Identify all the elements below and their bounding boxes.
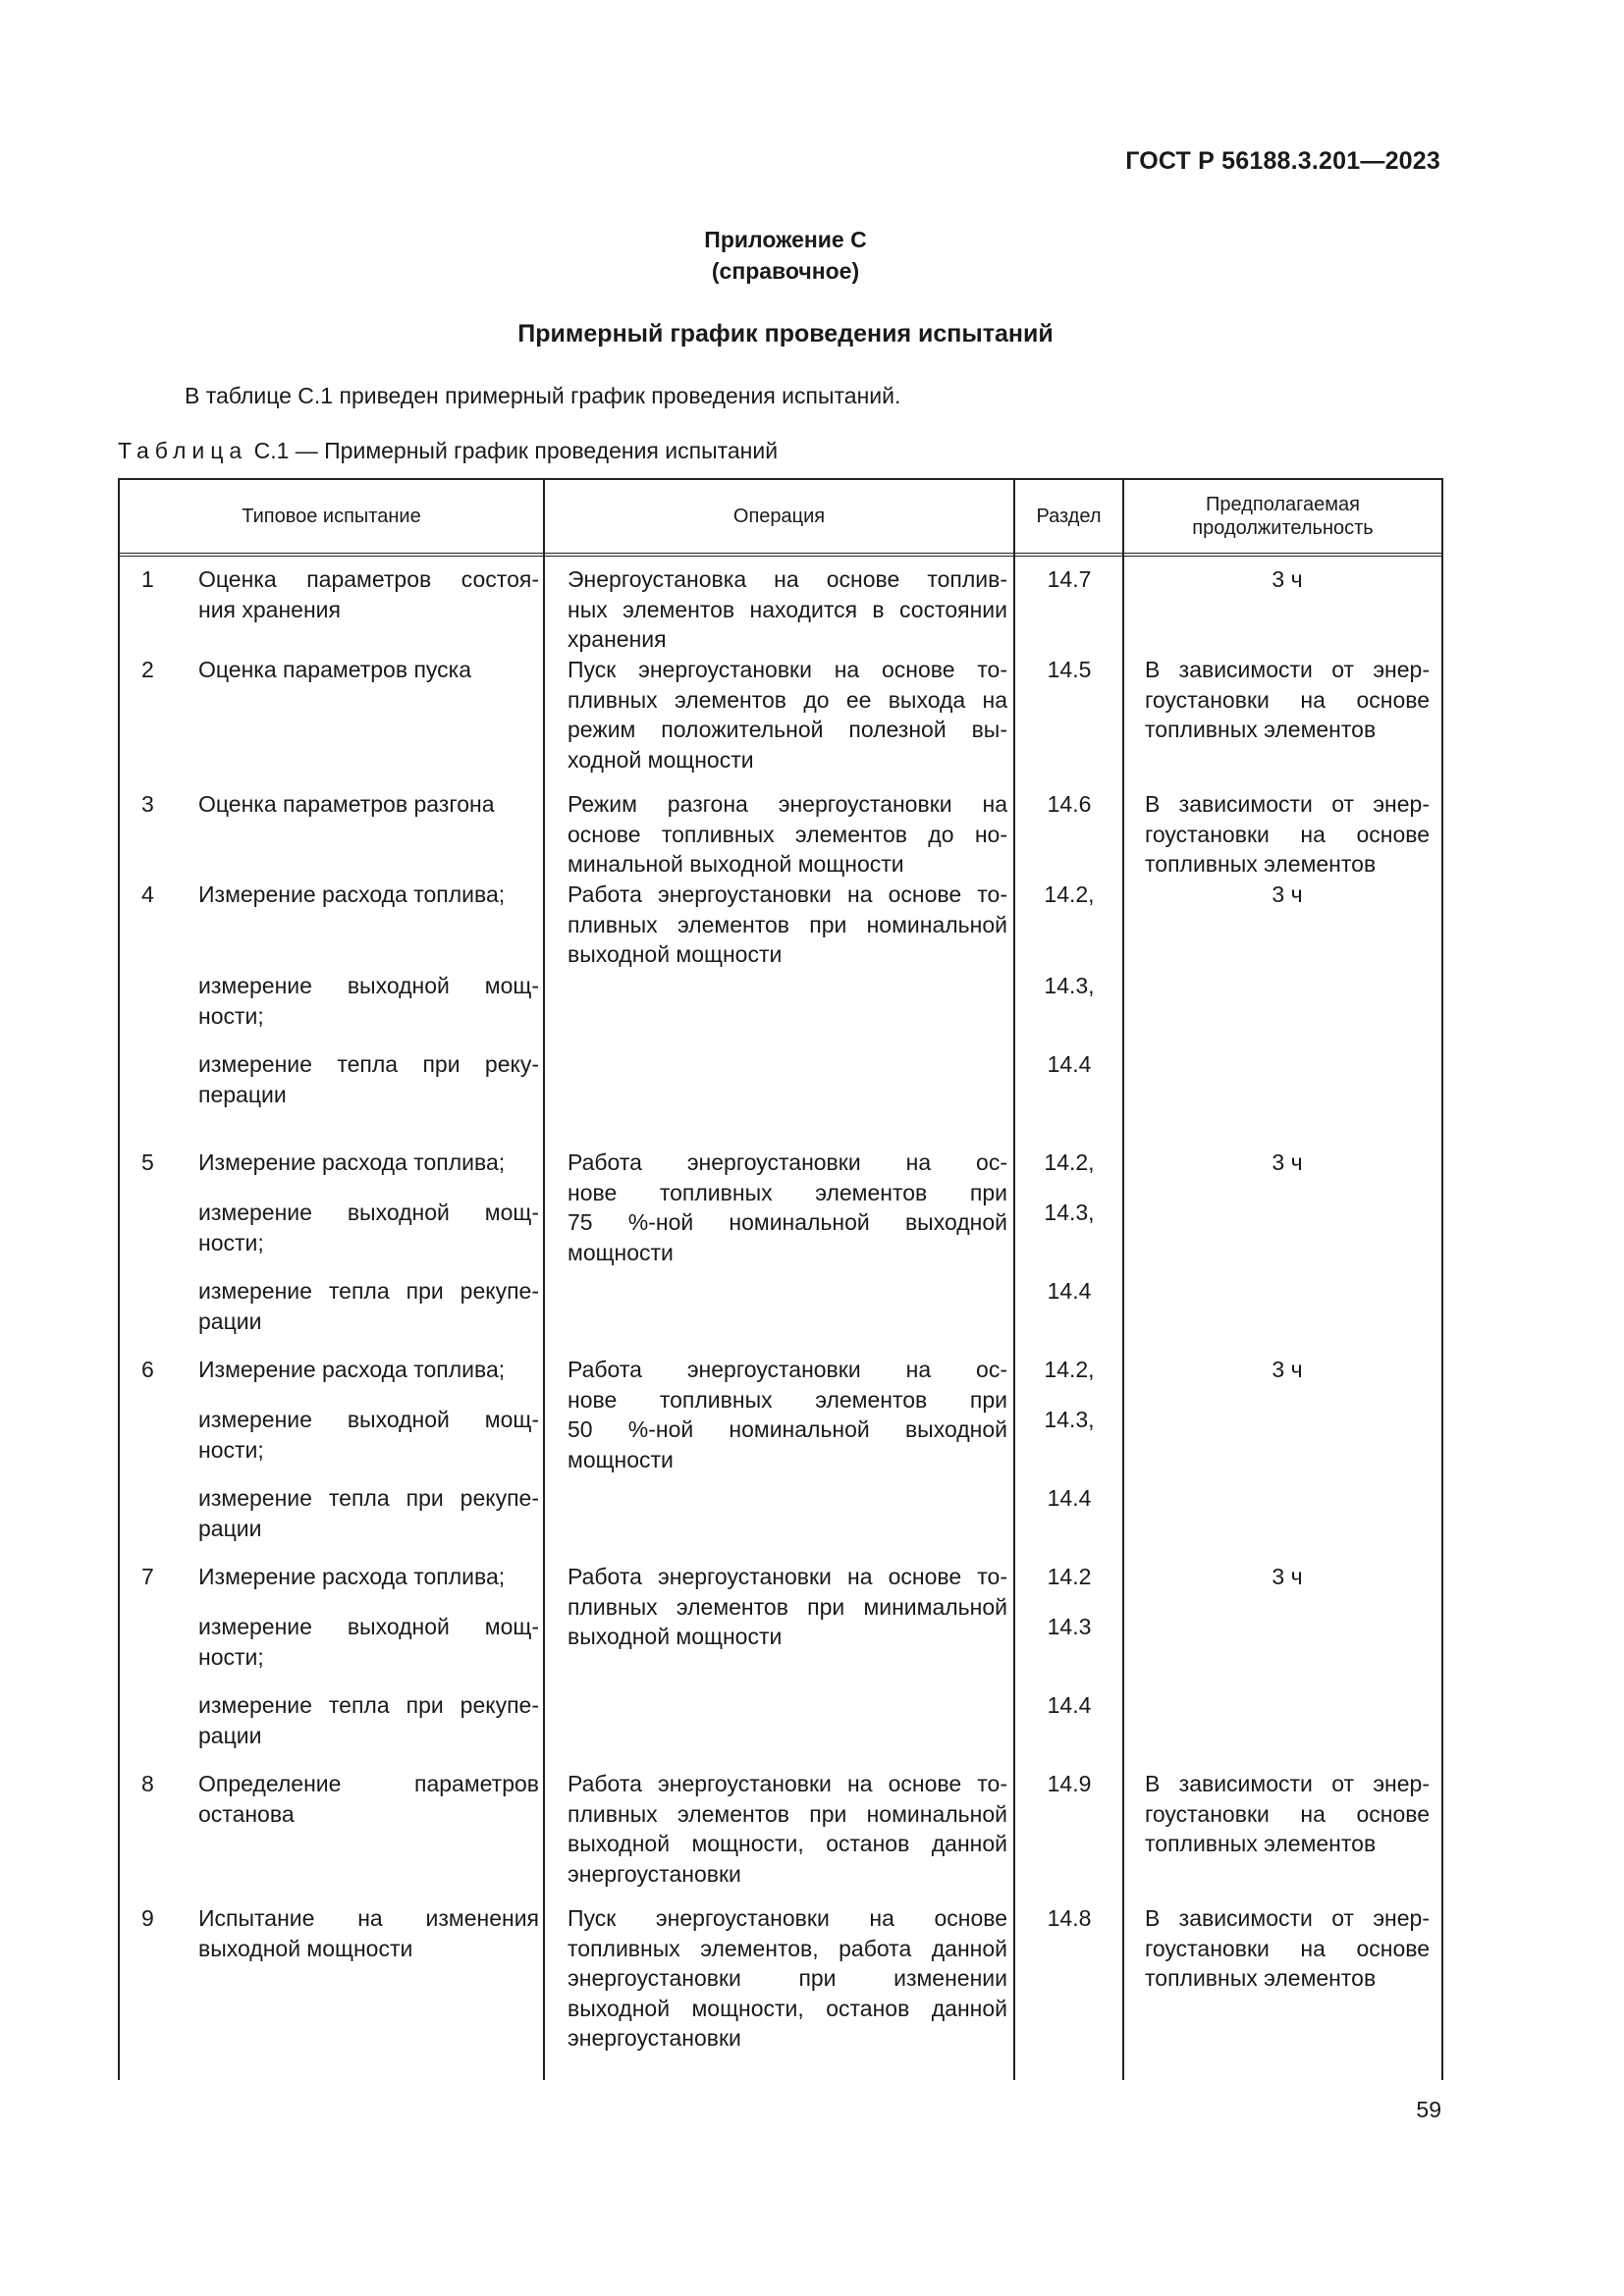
section-title: Примерный график проведения испытаний — [517, 320, 1054, 347]
text-line: гоустановки на основе — [1145, 1935, 1430, 1961]
text-line: измерение выходной мощ- — [198, 1407, 539, 1432]
text-line: выходной мощности — [568, 1624, 783, 1649]
duration-cell — [1145, 655, 1430, 745]
text-line: Работа энергоустановки на основе то- — [568, 1564, 1007, 1589]
text-line: топливных элементов — [1145, 851, 1377, 877]
annex-status: (справочное) — [711, 258, 860, 284]
text-line: измерение выходной мощ- — [198, 1200, 539, 1225]
text-line: 75 %-ной номинальной выходной — [568, 1209, 1007, 1235]
section-cell: 14.9 — [1047, 1771, 1092, 1796]
text-line: топливных элементов, работа данной — [568, 1935, 1007, 1961]
test-cell — [198, 789, 539, 820]
test-cell — [198, 1562, 539, 1592]
header-duration — [1124, 480, 1441, 553]
text-line: рации — [198, 1308, 262, 1334]
text-line: гоустановки на основе — [1145, 821, 1430, 847]
text-line: Измерение расхода топлива; — [198, 1149, 506, 1175]
operation-cell — [568, 1355, 1007, 1474]
text-line: выходной мощности — [198, 1935, 413, 1961]
text-line: нове топливных элементов при — [568, 1386, 1007, 1413]
duration-cell: 3 ч — [1272, 881, 1303, 907]
row-number: 5 — [141, 1149, 154, 1175]
row-number: 3 — [141, 791, 154, 817]
row-number: 2 — [141, 657, 154, 682]
text-line: ходной мощности — [568, 746, 754, 773]
operation-cell — [568, 655, 1007, 774]
text-line: В зависимости от энер- — [1145, 791, 1430, 817]
text-line: пливных элементов при номинальной — [568, 1800, 1007, 1827]
row-number: 6 — [141, 1357, 154, 1382]
test-cell — [198, 1769, 539, 1829]
test-cell — [198, 1049, 539, 1109]
text-line: ния хранения — [198, 596, 341, 622]
test-cell — [198, 971, 539, 1031]
text-line: выходной мощности, останов данной — [568, 1831, 1007, 1856]
section-cell: 14.2, — [1044, 1357, 1095, 1382]
text-line: топливных элементов — [1145, 717, 1377, 742]
text-line: топливных элементов — [1145, 1965, 1377, 1991]
text-line: перации — [198, 1081, 287, 1107]
column-divider — [1122, 480, 1124, 2080]
section-cell: 14.3, — [1044, 1407, 1095, 1432]
operation-cell — [568, 1769, 1007, 1889]
text-line: хранения — [568, 626, 667, 652]
test-cell — [198, 1690, 539, 1750]
text-line: нове топливных элементов при — [568, 1179, 1007, 1205]
text-line: измерение тепла при рекупе- — [198, 1692, 539, 1718]
text-line: рации — [198, 1722, 262, 1748]
duration-cell: 3 ч — [1272, 1564, 1303, 1589]
duration-cell — [1145, 1903, 1430, 1994]
text-line: пливных элементов до ее выхода на — [568, 686, 1007, 713]
column-divider — [1013, 480, 1015, 2080]
text-line: Измерение расхода топлива; — [198, 881, 506, 907]
section-cell: 14.6 — [1047, 791, 1092, 817]
text-line: энергоустановки при изменении — [568, 1965, 1007, 1991]
document-code: ГОСТ Р 56188.3.201—2023 — [1125, 147, 1440, 175]
text-line: Пуск энергоустановки на основе то- — [568, 657, 1007, 682]
text-line: Режим разгона энергоустановки на — [568, 791, 1007, 817]
duration-cell: 3 ч — [1272, 1357, 1303, 1382]
header-duration-line: Предполагаемая — [1206, 494, 1360, 515]
text-line: ности; — [198, 1643, 264, 1670]
operation-cell — [568, 1562, 1007, 1652]
test-cell — [198, 1355, 539, 1385]
row-number: 4 — [141, 881, 154, 907]
text-line: выходной мощности — [568, 941, 783, 967]
text-line: Оценка параметров разгона — [198, 791, 495, 817]
text-line: гоустановки на основе — [1145, 686, 1430, 713]
row-number: 8 — [141, 1771, 154, 1796]
header-separator — [120, 553, 1441, 557]
text-line: ности; — [198, 1002, 264, 1029]
section-cell: 14.4 — [1047, 1485, 1092, 1511]
section-cell: 14.2, — [1044, 1149, 1095, 1175]
text-line: режим положительной полезной вы- — [568, 717, 1007, 742]
operation-cell — [568, 789, 1007, 880]
text-line: пливных элементов при номинальной — [568, 911, 1007, 937]
text-line: Определение параметров — [198, 1771, 539, 1796]
table-caption-label: Таблица — [118, 438, 248, 463]
text-line: останова — [198, 1800, 295, 1827]
text-line: В зависимости от энер- — [1145, 1771, 1430, 1796]
text-line: В зависимости от энер- — [1145, 1905, 1430, 1931]
duration-cell — [1145, 1769, 1430, 1859]
text-line: энергоустановки — [568, 1860, 741, 1887]
operation-cell — [568, 564, 1007, 655]
text-line: пливных элементов при минимальной — [568, 1593, 1007, 1620]
operation-cell — [568, 880, 1007, 970]
header-section: Раздел — [1036, 506, 1102, 527]
text-line: Работа энергоустановки на основе то- — [568, 1771, 1007, 1796]
test-cell — [198, 655, 539, 685]
text-line: измерение тепла при реку- — [198, 1051, 539, 1077]
text-line: мощности — [568, 1446, 674, 1472]
text-line: Работа энергоустановки на основе то- — [568, 881, 1007, 907]
section-cell: 14.7 — [1047, 566, 1092, 592]
text-line: В зависимости от энер- — [1145, 657, 1430, 682]
section-cell: 14.2 — [1047, 1564, 1092, 1589]
text-line: минальной выходной мощности — [568, 851, 904, 877]
duration-cell: 3 ч — [1272, 566, 1303, 592]
text-line: Работа энергоустановки на ос- — [568, 1357, 1007, 1382]
header-duration-line: продолжительность — [1192, 517, 1374, 539]
header-operation: Операция — [732, 506, 826, 527]
test-cell — [198, 1612, 539, 1672]
text-line: выходной мощности, останов данной — [568, 1995, 1007, 2021]
text-line: 50 %-ной номинальной выходной — [568, 1416, 1007, 1442]
text-line: измерение тепла при рекупе- — [198, 1278, 539, 1304]
test-cell — [198, 1405, 539, 1465]
column-divider — [543, 480, 545, 2080]
section-cell: 14.8 — [1047, 1905, 1092, 1931]
text-line: топливных элементов — [1145, 1831, 1377, 1856]
section-cell: 14.4 — [1047, 1278, 1092, 1304]
text-line: Пуск энергоустановки на основе — [568, 1905, 1007, 1931]
text-line: Оценка параметров состоя- — [198, 566, 539, 592]
test-cell — [198, 1276, 539, 1336]
annex-title: Приложение С — [704, 227, 867, 252]
test-cell — [198, 1148, 539, 1178]
table-caption — [118, 438, 778, 464]
test-cell — [198, 564, 539, 624]
section-cell: 14.3, — [1044, 973, 1095, 998]
text-line: Измерение расхода топлива; — [198, 1564, 506, 1589]
header-test: Типовое испытание — [242, 506, 421, 527]
page-number: 59 — [1416, 2097, 1441, 2122]
text-line: ности; — [198, 1229, 264, 1255]
operation-cell — [568, 1903, 1007, 2054]
duration-cell: 3 ч — [1272, 1149, 1303, 1175]
text-line: Работа энергоустановки на ос- — [568, 1149, 1007, 1175]
text-line: Измерение расхода топлива; — [198, 1357, 506, 1382]
section-cell: 14.3, — [1044, 1200, 1095, 1225]
row-number: 1 — [141, 566, 154, 592]
text-line: ности; — [198, 1436, 264, 1463]
duration-cell — [1145, 789, 1430, 880]
test-cell — [198, 1903, 539, 1963]
text-line: мощности — [568, 1239, 674, 1265]
text-line: ных элементов находится в состоянии — [568, 596, 1007, 622]
test-cell — [198, 880, 539, 910]
section-cell: 14.3 — [1047, 1614, 1092, 1639]
intro-paragraph: В таблице С.1 приведен примерный график проведения испытаний. — [185, 383, 901, 408]
test-cell — [198, 1483, 539, 1543]
text-line: измерение тепла при рекупе- — [198, 1485, 539, 1511]
section-cell: 14.4 — [1047, 1692, 1092, 1718]
text-line: рации — [198, 1515, 262, 1541]
test-schedule-table — [118, 478, 1443, 2080]
text-line: энергоустановки — [568, 2025, 741, 2051]
section-cell: 14.2, — [1044, 881, 1095, 907]
section-cell: 14.4 — [1047, 1051, 1092, 1077]
table-caption-text: С.1 — Примерный график проведения испытаний — [247, 438, 779, 463]
text-line: Испытание на изменения — [198, 1905, 539, 1931]
text-line: Энергоустановка на основе топлив- — [568, 566, 1007, 592]
text-line: измерение выходной мощ- — [198, 1614, 539, 1639]
section-cell: 14.5 — [1047, 657, 1092, 682]
text-line: гоустановки на основе — [1145, 1800, 1430, 1827]
row-number: 7 — [141, 1564, 154, 1589]
text-line: измерение выходной мощ- — [198, 973, 539, 998]
operation-cell — [568, 1148, 1007, 1267]
text-line: Оценка параметров пуска — [198, 657, 471, 682]
test-cell — [198, 1198, 539, 1257]
text-line: основе топливных элементов до но- — [568, 821, 1007, 847]
row-number: 9 — [141, 1905, 154, 1931]
